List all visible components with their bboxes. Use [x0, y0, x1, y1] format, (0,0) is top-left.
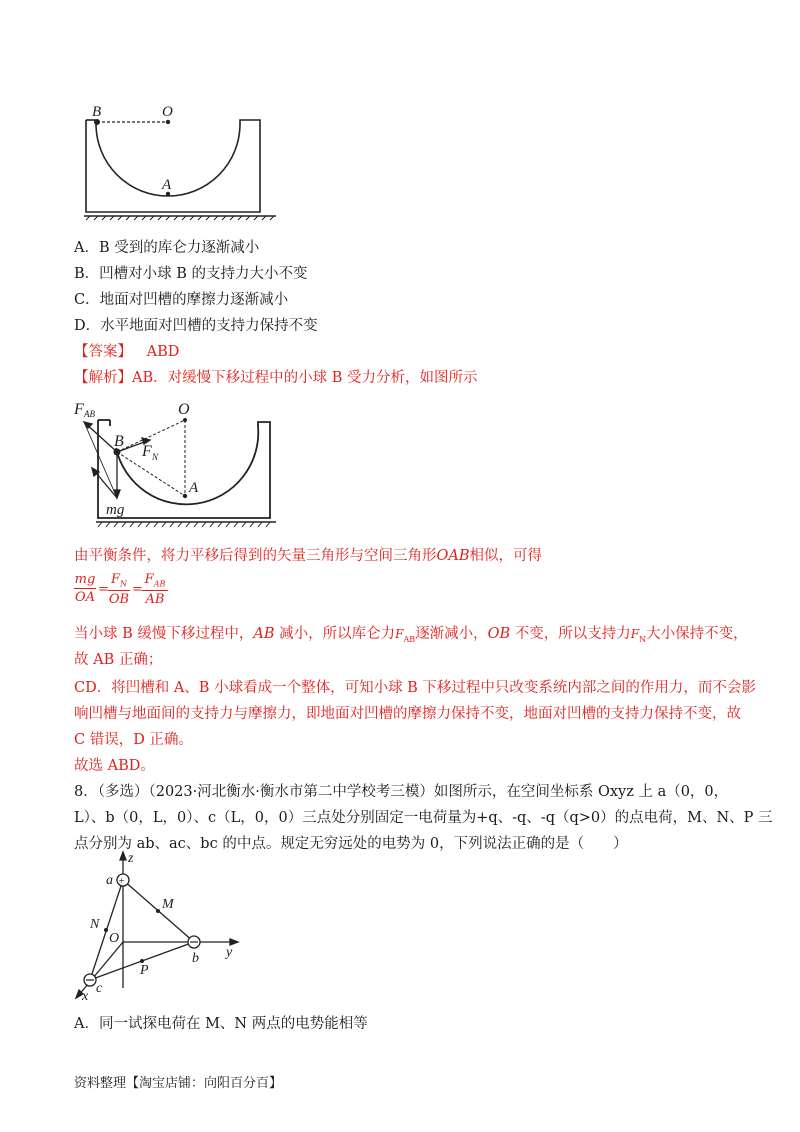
q8-option-a: A．同一试探电荷在 M、N 两点的电势能相等 [74, 1016, 368, 1032]
axis-z: z [128, 851, 134, 866]
p1-t2: AB [253, 626, 275, 642]
q8-line3: 点分别为 ab、ac、bc 的中点。规定无穷远处的电势为 0，下列说法正确的是（ ） [74, 836, 628, 852]
f3-den: AB [145, 591, 165, 607]
label-O: O [162, 104, 173, 120]
option-d: D．水平地面对凹槽的支持力保持不变 [74, 318, 318, 334]
answer-value: ABD [146, 344, 180, 360]
figure-force-diagram [70, 396, 280, 532]
label-B: B [92, 104, 102, 120]
p1-t8: F [630, 627, 640, 641]
similar-pre: 由平衡条件，将力平移后得到的矢量三角形与空间三角形 [74, 548, 437, 564]
fraction-mg-oa [74, 572, 96, 605]
p1-t6: OB [487, 626, 511, 642]
label-b: b [192, 951, 199, 966]
f2-num: F [110, 572, 121, 587]
footer: 资料整理【淘宝店铺：向阳百分百】 [74, 1076, 283, 1091]
para2-line2: 响凹槽与地面间的支持力与摩擦力，即地面对凹槽的摩擦力保持不变，地面对凹槽的支持力保持不变，故 [74, 706, 741, 722]
label-FAB-sub: AB [84, 409, 95, 419]
svg-text:+: + [118, 875, 125, 887]
para2-line3: C 错误，D 正确。 [74, 732, 193, 748]
p1-t7: 不变，所以支持力 [510, 626, 631, 642]
similar-post: 相似，可得 [469, 548, 543, 564]
label-A: A [162, 177, 172, 193]
similar-oab: OAB [436, 548, 470, 564]
f3-num-sub: AB [153, 579, 166, 589]
label-O3: O [109, 931, 120, 946]
equals-1: = [98, 582, 109, 597]
equals-2: = [132, 582, 143, 597]
label-B2: B [114, 433, 124, 450]
label-FAB: F [74, 401, 84, 418]
label-a: a [106, 873, 113, 888]
option-c: C．地面对凹槽的摩擦力逐渐减小 [74, 292, 289, 308]
f2-num-sub: N [120, 579, 128, 589]
analysis-line [74, 366, 478, 387]
label-A2: A [189, 480, 199, 496]
label-M: M [162, 897, 174, 912]
p1-t1: 当小球 B 缓慢下移过程中， [74, 626, 254, 642]
analysis-label: 【解析】 [74, 370, 132, 386]
p1-t5: 逐渐减小， [415, 626, 488, 642]
answer-line [74, 340, 179, 361]
fraction-fab-ab [142, 572, 168, 607]
p1-t3: 减小，所以库仑力 [274, 626, 396, 642]
conclusion: 故选 ABD。 [74, 758, 155, 774]
para1-line2: 故 AB 正确； [74, 652, 163, 668]
answer-label: 【答案】 [74, 344, 132, 360]
option-a: A．B 受到的库仑力逐渐减小 [74, 240, 260, 256]
fraction-fn-ob [108, 572, 130, 607]
axis-y: y [226, 945, 233, 960]
similar-line [74, 544, 542, 565]
f1-num: mg [74, 572, 96, 587]
figure-coordinates [66, 846, 266, 1004]
label-N: N [90, 917, 100, 932]
para2-line1: CD．将凹槽和 A、B 小球看成一个整体，可知小球 B 下移过程中只改变系统内部之间的作用力，而不会影 [74, 680, 756, 696]
analysis-text: AB．对缓慢下移过程中的小球 B 受力分析，如图所示 [132, 370, 478, 386]
p1-t8sub: N [639, 634, 647, 644]
p1-t4: F [395, 627, 404, 641]
para1-line1 [74, 622, 748, 644]
option-b: B．凹槽对小球 B 的支持力大小不变 [74, 266, 308, 282]
figure-bowl [80, 100, 280, 225]
label-P: P [140, 963, 149, 978]
label-c: c [96, 981, 103, 996]
q8-line2: L）、b（0，L，0）、c（L，0，0）三点处分别固定一电荷量为+q、-q、-q（q>0）的点电荷，M、N、P 三 [74, 810, 773, 826]
label-FN-sub: N [152, 452, 159, 462]
axis-x: x [82, 989, 89, 1004]
label-O2: O [178, 401, 190, 418]
p1-t9: 大小保持不变， [646, 626, 748, 642]
f3-num: F [144, 572, 154, 587]
f1-den: OA [74, 590, 96, 605]
f2-den: OB [108, 591, 130, 607]
q8-line1: 8．（多选）（2023·河北衡水·衡水市第二中学校考三模）如图所示，在空间坐标系 Oxyz 上 a（0，0， [74, 784, 729, 800]
label-mg: mg [106, 502, 125, 518]
label-FN: F [142, 443, 152, 460]
p1-t4sub: AB [403, 634, 416, 644]
